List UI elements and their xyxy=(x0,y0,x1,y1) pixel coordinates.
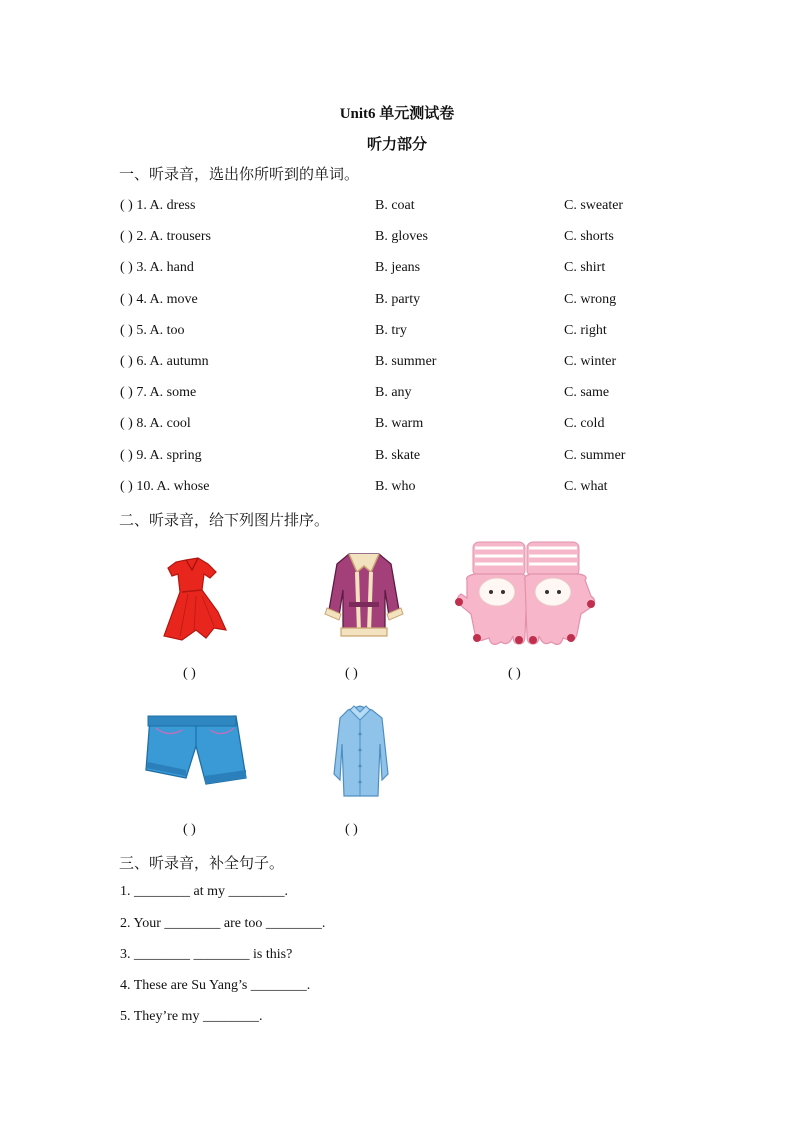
dress-icon xyxy=(158,556,232,644)
question-option-c: C. right xyxy=(564,323,607,338)
question-option-c: C. cold xyxy=(564,416,605,431)
shorts-icon xyxy=(142,712,248,786)
sentence-item: 3. ________ ________ is this? xyxy=(120,947,293,962)
question-option-a: ( ) 3. A. hand xyxy=(120,260,194,275)
sentence-item: 2. Your ________ are too ________. xyxy=(120,916,326,931)
question-option-b: B. try xyxy=(375,323,407,338)
sentence-item: 4. These are Su Yang’s ________. xyxy=(120,978,311,993)
part3-heading: 三、听录音，补全句子。 xyxy=(119,854,285,872)
question-option-c: C. same xyxy=(564,385,610,400)
question-option-b: B. who xyxy=(375,479,416,494)
order-blank[interactable]: ( ) xyxy=(508,666,521,681)
sentence-item: 1. ________ at my ________. xyxy=(120,884,288,899)
gloves-icon xyxy=(453,540,599,650)
question-option-a: ( ) 1. A. dress xyxy=(120,198,196,213)
question-option-b: B. party xyxy=(375,292,421,307)
question-option-a: ( ) 5. A. too xyxy=(120,323,185,338)
question-option-c: C. summer xyxy=(564,448,626,463)
question-option-c: C. winter xyxy=(564,354,617,369)
part2-heading: 二、听录音，给下列图片排序。 xyxy=(119,511,330,529)
question-option-a: ( ) 2. A. trousers xyxy=(120,229,211,244)
order-blank[interactable]: ( ) xyxy=(345,822,358,837)
question-option-c: C. sweater xyxy=(564,198,624,213)
question-option-a: ( ) 7. A. some xyxy=(120,385,197,400)
order-blank[interactable]: ( ) xyxy=(183,666,196,681)
question-option-a: ( ) 6. A. autumn xyxy=(120,354,209,369)
question-option-b: B. skate xyxy=(375,448,421,463)
order-blank[interactable]: ( ) xyxy=(345,666,358,681)
shirt-icon xyxy=(328,704,394,802)
page-title: Unit6 单元测试卷 xyxy=(339,106,455,122)
question-option-a: ( ) 4. A. move xyxy=(120,292,198,307)
question-option-b: B. summer xyxy=(375,354,437,369)
part1-heading: 一、听录音，选出你所听到的单词。 xyxy=(119,165,360,183)
question-option-a: ( ) 9. A. spring xyxy=(120,448,202,463)
order-blank[interactable]: ( ) xyxy=(183,822,196,837)
coat-icon xyxy=(323,550,405,640)
question-option-a: ( ) 8. A. cool xyxy=(120,416,191,431)
question-option-b: B. any xyxy=(375,385,412,400)
question-option-b: B. jeans xyxy=(375,260,421,275)
question-option-c: C. shirt xyxy=(564,260,606,275)
question-option-c: C. what xyxy=(564,479,608,494)
question-option-b: B. warm xyxy=(375,416,424,431)
question-option-a: ( ) 10. A. whose xyxy=(120,479,210,494)
page-subtitle: 听力部分 xyxy=(366,137,427,153)
question-option-b: B. coat xyxy=(375,198,415,213)
sentence-item: 5. They’re my ________. xyxy=(120,1009,263,1024)
question-option-c: C. wrong xyxy=(564,292,617,307)
question-option-b: B. gloves xyxy=(375,229,428,244)
question-option-c: C. shorts xyxy=(564,229,614,244)
